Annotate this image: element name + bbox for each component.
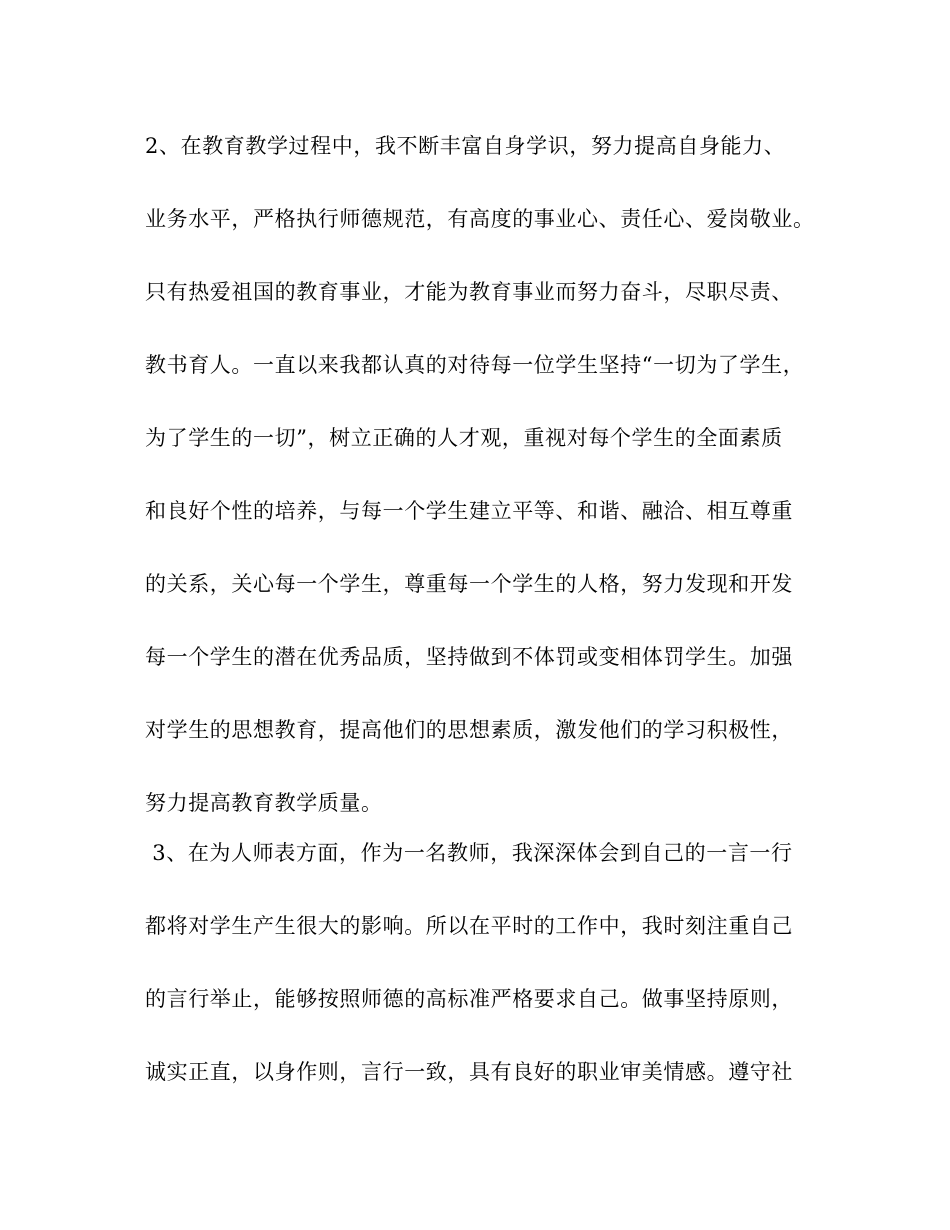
- text-line: 的关系，关心每一个学生，尊重每一个学生的人格，努力发现和开发: [145, 572, 793, 596]
- text-line: 努力提高教育教学质量。: [145, 791, 383, 815]
- body-text: [145, 126, 825, 1125]
- text-line: 2、在教育教学过程中，我不断丰富自身学识，努力提高自身能力、: [145, 134, 786, 158]
- text-line: 和良好个性的培养，与每一个学生建立平等、和谐、融洽、相互尊重: [145, 499, 793, 523]
- text-line: 的言行举止，能够按照师德的高标准严格要求自己。做事坚持原则，: [145, 987, 793, 1011]
- text-line: 3、在为人师表方面，作为一名教师，我深深体会到自己的一言一行: [145, 841, 793, 865]
- text-line: 教书育人。一直以来我都认真的对待每一位学生坚持“一切为了学生，: [145, 353, 805, 377]
- text-line: 每一个学生的潜在优秀品质，坚持做到不体罚或变相体罚学生。加强: [145, 645, 793, 669]
- text-line: 对学生的思想教育，提高他们的思想素质，激发他们的学习积极性，: [145, 718, 793, 742]
- text-line: 诚实正直，以身作则，言行一致，具有良好的职业审美情感。遵守社: [145, 1060, 793, 1084]
- text-line: 业务水平，严格执行师德规范，有高度的事业心、责任心、爱岗敬业。: [145, 207, 815, 231]
- text-line: 都将对学生产生很大的影响。所以在平时的工作中，我时刻注重自己: [145, 914, 793, 938]
- text-line: 只有热爱祖国的教育事业，才能为教育事业而努力奋斗，尽职尽责、: [145, 280, 793, 304]
- text-line: 为了学生的一切”，树立正确的人才观，重视对每个学生的全面素质: [145, 426, 783, 450]
